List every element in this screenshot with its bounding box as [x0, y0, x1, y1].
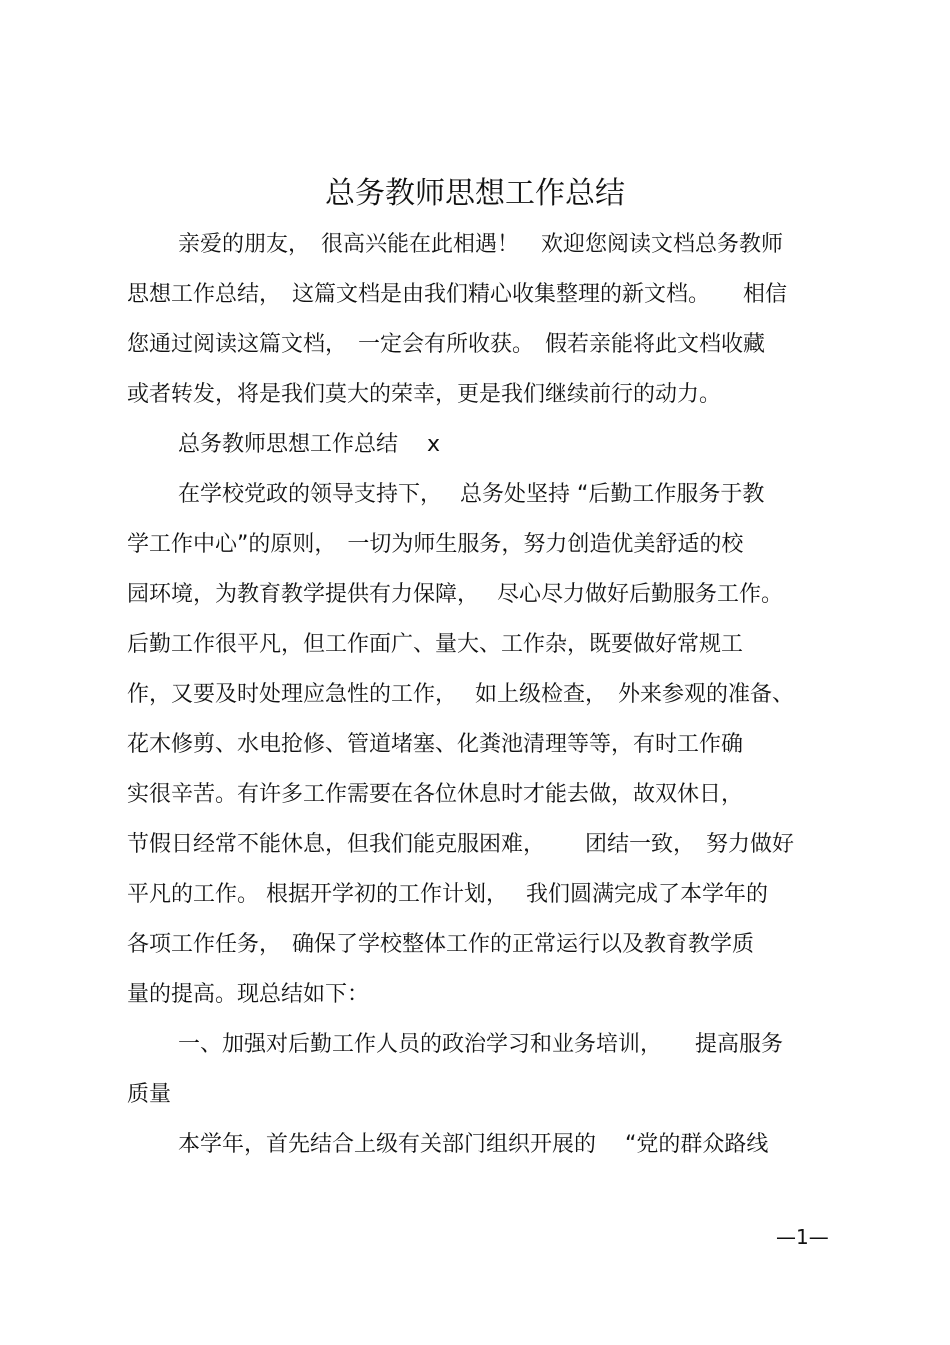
body-line: 作，又要及时处理应急性的工作， 如上级检查， 外来参观的准备、: [127, 682, 794, 707]
page-number: —1—: [776, 1225, 829, 1249]
document-title: 总务教师思想工作总结: [325, 176, 625, 211]
section-subtitle: 总务教师思想工作总结 x: [178, 432, 441, 457]
body-line: 节假日经常不能休息，但我们能克服困难， 团结一致， 努力做好: [127, 832, 794, 857]
body-line: 本学年，首先结合上级有关部门组织开展的 “党的群众路线: [178, 1132, 769, 1157]
body-line: 学工作中心”的原则， 一切为师生服务，努力创造优美舒适的校: [127, 532, 744, 557]
body-line: 平凡的工作。 根据开学初的工作计划， 我们圆满完成了本学年的: [127, 882, 768, 907]
body-line: 量的提高。现总结如下：: [127, 982, 370, 1007]
body-line: 后勤工作很平凡，但工作面广、量大、工作杂，既要做好常规工: [127, 632, 744, 657]
body-line: 实很辛苦。有许多工作需要在各位休息时才能去做，故双休日，: [127, 782, 744, 807]
section-heading-cont: 质量: [127, 1082, 172, 1107]
body-line: 亲爱的朋友， 很高兴能在此相遇！ 欢迎您阅读文档总务教师: [178, 232, 784, 257]
body-line: 各项工作任务， 确保了学校整体工作的正常运行以及教育教学质: [127, 932, 755, 957]
body-line: 您通过阅读这篇文档， 一定会有所收获。 假若亲能将此文档收藏: [127, 332, 766, 357]
body-line: 思想工作总结， 这篇文档是由我们精心收集整理的新文档。 相信: [127, 282, 788, 307]
body-line: 在学校党政的领导支持下， 总务处坚持 “后勤工作服务于教: [178, 482, 765, 507]
body-line: 园环境，为教育教学提供有力保障， 尽心尽力做好后勤服务工作。: [127, 582, 783, 607]
section-heading: 一、加强对后勤工作人员的政治学习和业务培训， 提高服务: [178, 1032, 784, 1057]
body-line: 花木修剪、水电抢修、管道堵塞、化粪池清理等等，有时工作确: [127, 732, 744, 757]
body-line: 或者转发，将是我们莫大的荣幸，更是我们继续前行的动力。: [127, 382, 722, 407]
